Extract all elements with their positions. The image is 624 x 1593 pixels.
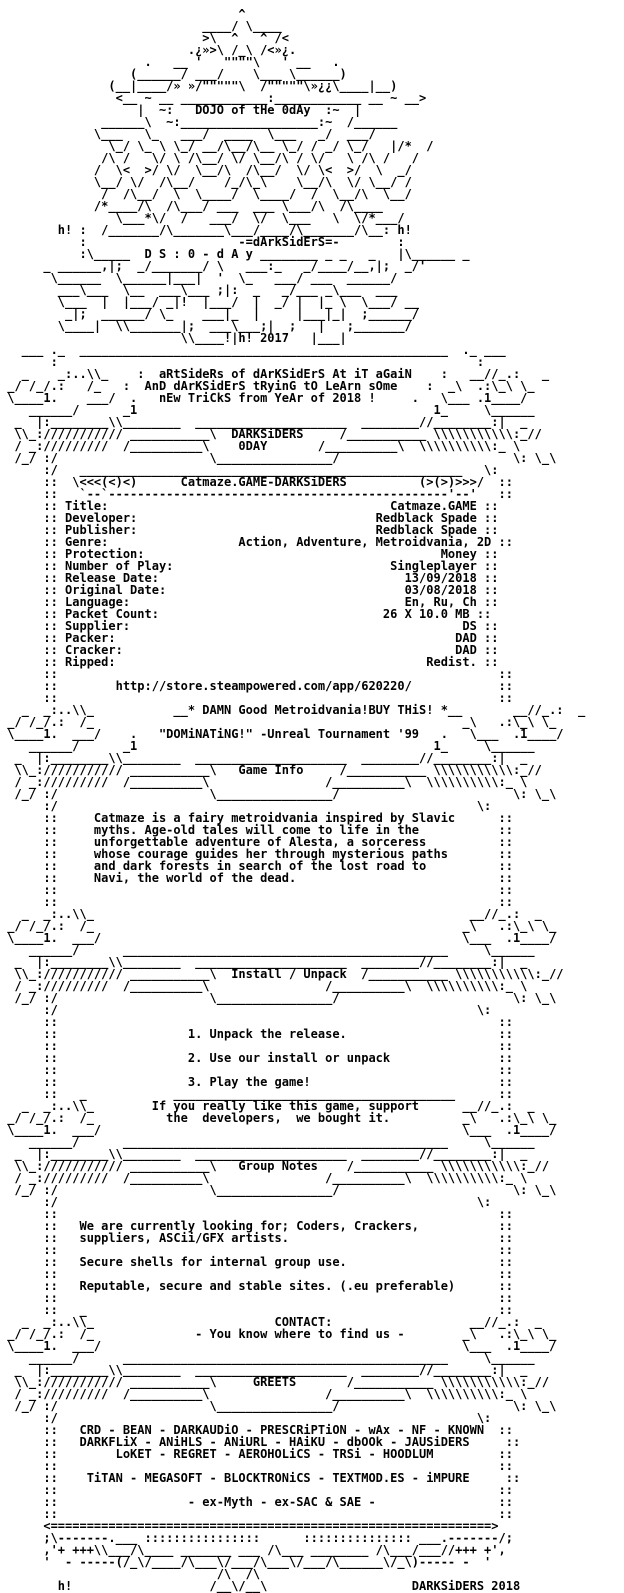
nfo-line: :: LoKET - REGRET - AEROHOLiCS - TRSi - HOODLUM :: xyxy=(0,1447,513,1461)
nfo-line: <=============================================================> xyxy=(0,1519,499,1533)
nfo-line: :: Number of Play: Singleplayer :: xyxy=(0,559,499,573)
nfo-line: _|; ______/ \_ ___|_ | |___|_| ;______/ xyxy=(0,307,420,321)
nfo-line: :: :: xyxy=(0,1207,513,1221)
nfo-line: :: _ _______________________________________ :: xyxy=(0,1087,513,1101)
nfo-line: \\_://///////// ___________\ Install / Unpack /___________ \\\\\\\\\\\:_// xyxy=(0,967,564,981)
nfo-line: ___\___ \__ ___\___ ;|: _ _/___ _\___ ___ xyxy=(0,283,398,297)
nfo-line: :: Packer: DAD :: xyxy=(0,631,499,645)
nfo-line: \\_://///////// ___________\ Game Info /___________ \\\\\\\\\\\:_// xyxy=(0,763,542,777)
nfo-line: _/ /_/.: /_ - You know where to find us - _\ .:\_\ \_ xyxy=(0,1327,557,1341)
nfo-line: _ _:..\\_ CONTACT: __//_.: _ xyxy=(0,1315,542,1329)
nfo-line: :: \<<<(<)<) Catmaze.GAME-DARKSiDERS (>(>)>>>/ :: xyxy=(0,475,513,489)
nfo-line: :: :: xyxy=(0,1039,513,1053)
nfo-line: ' - -----(/_\/____/\___\/___/\___\/___/\______\/_\)----- - ' xyxy=(0,1555,492,1569)
nfo-line: :: Genre: Action, Adventure, Metroidvania, 2D :: xyxy=(0,535,513,549)
nfo-line: _ _:..\\_ : aRtSideRs of dArKSidErS At iT aGaiN : __//_.: _ xyxy=(0,367,550,381)
nfo-line: _/ /_/.: /_ _\ .:\_\ \_ xyxy=(0,919,557,933)
nfo-line: _ |:________\\________ _____________________ ________//________:| _ xyxy=(0,751,528,765)
nfo-line: \______ \______|___| ' \_ ___/ ___ ______/ xyxy=(0,271,398,285)
nfo-line: :: unforgettable adventure of Alesta, a sorceress :: xyxy=(0,835,513,849)
nfo-line: h! : /_______/\_______\___/____/\_______/\__: h! xyxy=(0,223,412,237)
nfo-line: \___*\/ / ___/ \/ \___ \ \/*___/ xyxy=(0,211,405,225)
nfo-line: :: Secure shells for internal group use. :: xyxy=(0,1255,513,1269)
nfo-line: :: Release Date: 13/09/2018 :: xyxy=(0,571,499,585)
nfo-line: /_/ :/ \________________/ \: \_\ xyxy=(0,991,557,1005)
nfo-line: :: http://store.steampowered.com/app/620220/ :: xyxy=(0,679,513,693)
nfo-line: :: TiTAN - MEGASOFT - BLOCKTRONiCS - TEXTMOD.ES - iMPURE :: xyxy=(0,1471,521,1485)
nfo-line: : : xyxy=(0,355,485,369)
nfo-line: _/ /_/.: /_ : AnD dArKSidErS tRyinG tO LeArn sOme : _\ .:\_\ \_ xyxy=(0,379,535,393)
nfo-line: / _:///////// /__________\ 0DAY /__________\ \\\\\\\\\\:_ \ xyxy=(0,439,521,453)
nfo-line: .¿»>\ /_\ /<»¿. xyxy=(0,43,297,57)
nfo-line: :: Developer: Redblack Spade :: xyxy=(0,511,499,525)
nfo-line: :: :: xyxy=(0,1483,513,1497)
nfo-line: ______/ _1 1_ \______ xyxy=(0,739,535,753)
nfo-line: \__/ \/ /\__/ /_/\_\ \__/\ \/ \__/ / xyxy=(0,175,420,189)
nfo-line: \\_://///////// ___________\ GREETS /___________ \\\\\\\\\\\:_// xyxy=(0,1375,550,1389)
nfo-line: :: :: xyxy=(0,1507,513,1521)
nfo-line: \____1. ___/ . nEw TriCkS from YeAr of 2018 ! . \___ .1____/ xyxy=(0,391,528,405)
nfo-line: ______/ _1 1_ \______ xyxy=(0,403,535,417)
nfo-line: :: :: xyxy=(0,1291,513,1305)
nfo-line: :: suppliers, ASCii/GFX artists. :: xyxy=(0,1231,513,1245)
nfo-line: ______\ ~:___________________:~ /______ xyxy=(0,115,398,129)
nfo-line: / _:///////// /__________\ /__________\ \\\\\\\\\\:_ \ xyxy=(0,979,528,993)
nfo-line: \_/ \_ \ \_/ __/\__/\__ \_/ / _/ \_/ |/* / xyxy=(0,139,434,153)
nfo-line: :/ \: xyxy=(0,1003,492,1017)
nfo-line: ___ ._ ___________________________________________________ ._ ___ xyxy=(0,343,506,357)
nfo-line: :: :: xyxy=(0,667,513,681)
nfo-line: _ _:..\\_ If you really like this game, support __//_.: _ xyxy=(0,1099,535,1113)
nfo-line: /*____/\ /\___/ ___ ___ \___/\ /\____ xyxy=(0,199,383,213)
nfo-line: :: DARKFLiX - ANiHLS - ANiURL - HAiKU - dbOOk - JAUSiDERS :: xyxy=(0,1435,521,1449)
nfo-line: :: Navi, the world of the dead. :: xyxy=(0,871,513,885)
nfo-line: <__ ~ __ ____________:____________ __ ~ __> xyxy=(0,91,427,105)
nfo-line: ______/ _____________________________________________ \______ xyxy=(0,943,535,957)
nfo-line: :: Protection: Money :: xyxy=(0,547,499,561)
nfo-line: :: :: xyxy=(0,1063,513,1077)
nfo-line: ,'+ +++\\___/\____ _______ ___ /\___ ________ /\___/___//+++ +', xyxy=(0,1543,506,1557)
nfo-line: :: Title: Catmaze.GAME :: xyxy=(0,499,499,513)
nfo-line: \____1. ___/ \___ .1____/ xyxy=(0,931,557,945)
nfo-line: :/ \: xyxy=(0,799,492,813)
nfo-line: ____/ \____ xyxy=(0,19,282,33)
nfo-line: >\ ^ ^ /< xyxy=(0,31,289,45)
nfo-line: : -=dArkSidErS=- : xyxy=(0,235,405,249)
nfo-line: \\_://///////// ___________\ Group Notes /___________ \\\\\\\\\\\:_// xyxy=(0,1159,550,1173)
nfo-line: _/ /_/.: /_ the developers, we bought it. _\ .:\_\ \_ xyxy=(0,1111,557,1125)
nfo-line: (______/ ___/ \___ \______) xyxy=(0,67,347,81)
nfo-line: :: Catmaze is a fairy metroidvania inspired by Slavic :: xyxy=(0,811,513,825)
nfo-line: h! /__\/__\ DARKSiDERS 2018 xyxy=(0,1579,521,1593)
nfo-line: :: Publisher: Redblack Spade :: xyxy=(0,523,499,537)
nfo-line: _/ /_/.: /_ _\ .:\_\ \_ xyxy=(0,715,557,729)
nfo-line: \____1. ___/ \___ .1____/ xyxy=(0,1339,557,1353)
nfo-line: _ |:________\\________ _____________________ ________//________:| _ xyxy=(0,955,528,969)
nfo-line: _ _:..\\_ __//_.: _ xyxy=(0,907,542,921)
nfo-line: :: :: xyxy=(0,691,513,705)
nfo-line: /_/ :/ \________________/ \: \_\ xyxy=(0,451,557,465)
nfo-line: :: myths. Age-old tales will come to life in the :: xyxy=(0,823,513,837)
nfo-line: /_/ :/ \________________/ \: \_\ xyxy=(0,787,557,801)
nfo-line: / \< >/ \/ \__/\ /\__/ \/ \< >/ \ _/ xyxy=(0,163,412,177)
nfo-line: :/ \: xyxy=(0,1195,492,1209)
nfo-line: :: :: xyxy=(0,1015,513,1029)
nfo-line: /\ /\ xyxy=(0,1567,261,1581)
nfo-line: :: :: xyxy=(0,1243,513,1257)
nfo-line: ;\-------.___ :::::::::::::::: ::::::::::::::: ___.-------/; xyxy=(0,1531,513,1545)
nfo-line: \\____!|h! 2017 |___| xyxy=(0,331,347,345)
nfo-line: /_/ :/ \________________/ \: \_\ xyxy=(0,1183,557,1197)
nfo-line: :: :: xyxy=(0,895,513,909)
nfo-line: (__|____/» »/"""""\ /"""""\»¿¿\____|__) xyxy=(0,79,398,93)
nfo-line: \____| \\_______|; ___\___;| ; | ;_______/ xyxy=(0,319,412,333)
nfo-line: :: :: xyxy=(0,1267,513,1281)
nfo-line: | ~: DOJO of tHe 0dAy :~ | xyxy=(0,103,362,117)
nfo-line: :: We are currently looking for; Coders, Crackers, :: xyxy=(0,1219,513,1233)
nfo-line: :: 1. Unpack the release. :: xyxy=(0,1027,513,1041)
nfo-line: _ _:..\\_ __* DAMN Good Metroidvania!BUY THiS! *__ __//_.: _ xyxy=(0,703,586,717)
nfo-line: /_/ :/ \________________/ \: \_\ xyxy=(0,1399,557,1413)
nfo-line: :: CRD - BEAN - DARKAUDiO - PRESCRiPTiON - wAx - NF - KNOWN :: xyxy=(0,1423,513,1437)
nfo-line: \___ \_ ___/ ____ \___ _/ ___/ xyxy=(0,127,376,141)
nfo-line: _ |:________\\________ _____________________ ________//________:| _ xyxy=(0,415,528,429)
nfo-line: \____1. ___/ \___ .1____/ xyxy=(0,1123,557,1137)
nfo-line: :: :: xyxy=(0,883,513,897)
nfo-line: :: _ :: xyxy=(0,1303,513,1317)
nfo-line: /\ / \/ \ /\__/ \/ \__/\ / \/ \ /\ / / xyxy=(0,151,420,165)
nfo-line: / _:///////// /__________\ /__________\ \\\\\\\\\\:_ \ xyxy=(0,1387,528,1401)
nfo-line: :: Language: En, Ru, Ch :: xyxy=(0,595,499,609)
nfo-line: / _:///////// /__________\ /__________\ \\\\\\\\\\:_ \ xyxy=(0,775,528,789)
nfo-line: . __ ' """"\ ' __ . xyxy=(0,55,340,69)
nfo-line: :\_____ D S : 0 - d A y ________ _ _ _ |\______ _ xyxy=(0,247,470,261)
nfo-line: :/ \: xyxy=(0,1411,492,1425)
nfo-line: :: 3. Play the game! :: xyxy=(0,1075,513,1089)
nfo-line: :: whose courage guides her through mysterious paths :: xyxy=(0,847,513,861)
nfo-line: :: `--`-----------------------------------------------'--' :: xyxy=(0,487,513,501)
nfo-line: :: and dark forests in search of the lost road to :: xyxy=(0,859,513,873)
nfo-line: / _:///////// /__________\ /__________\ \\\\\\\\\\:_ \ xyxy=(0,1171,528,1185)
nfo-line: :: Reputable, secure and stable sites. (.eu preferable) :: xyxy=(0,1279,513,1293)
nfo-line: ______/ _____________________________________________ \______ xyxy=(0,1135,535,1149)
nfo-line: :: - ex-Myth - ex-SAC & SAE - :: xyxy=(0,1495,513,1509)
nfo-line: :: :: xyxy=(0,1459,513,1473)
nfo-line: :: Cracker: DAD :: xyxy=(0,643,499,657)
nfo-line: ^ xyxy=(0,7,246,21)
nfo-line: _ |:________\\________ _____________________ ________//________:| _ xyxy=(0,1363,528,1377)
nfo-line: :: 2. Use our install or unpack :: xyxy=(0,1051,513,1065)
nfo-line: \\_://///////// ___________\ DARKSiDERS /___________ \\\\\\\\\\\:_// xyxy=(0,427,542,441)
nfo-line: / /\__/ \ \____/ \____/ / \__/\ \__/ xyxy=(0,187,412,201)
nfo-line: _ ______,|; _/_______/ \ ___:_ _/____/__,|; _/' xyxy=(0,259,427,273)
nfo-line: :: Original Date: 03/08/2018 :: xyxy=(0,583,499,597)
nfo-line: :: Packet Count: 26 X 10.0 MB :: xyxy=(0,607,492,621)
nfo-line: :: Ripped: Redist. :: xyxy=(0,655,499,669)
nfo-line: _ |:________\\________ _____________________ ________//________:| _ xyxy=(0,1147,528,1161)
nfo-line: :/ _____________________________________________________ \: xyxy=(0,463,499,477)
nfo-line: \___ | |___/ _|! |___/ | _/ | |_ \ \___/ __ xyxy=(0,295,420,309)
nfo-line: \____1. ___/ . "DOMiNATiNG!" -Unreal Tournament '99 . \___ .1____/ xyxy=(0,727,564,741)
nfo-line: :: Supplier: DS :: xyxy=(0,619,499,633)
nfo-line: ______/ _____________________________________________ \______ xyxy=(0,1351,535,1365)
